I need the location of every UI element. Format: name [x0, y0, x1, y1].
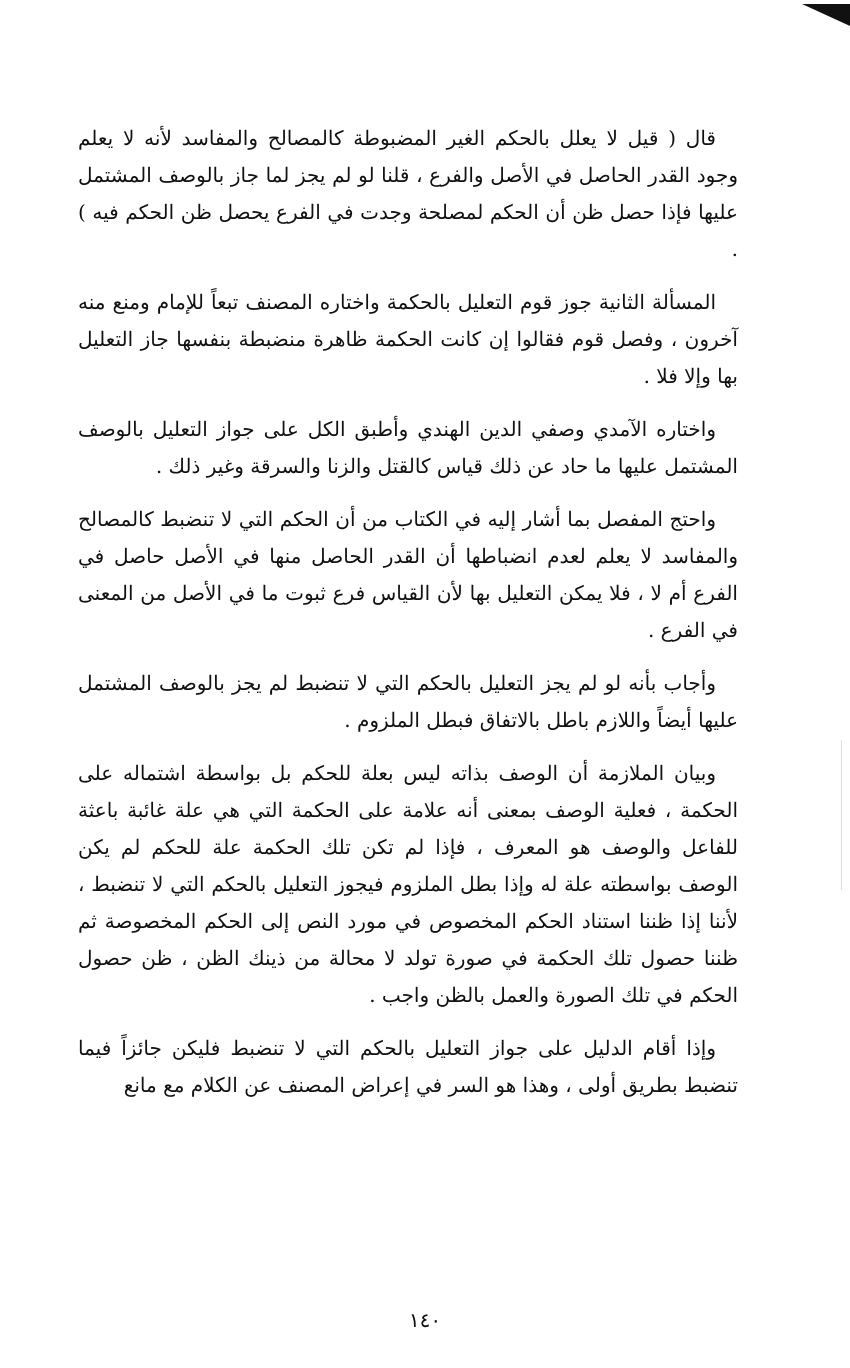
corner-mark	[798, 0, 850, 40]
paragraph-6: وبيان الملازمة أن الوصف بذاته ليس بعلة للحكم بل بواسطة اشتماله على الحكمة ، فعلية الوصف بمعنى أنه علامة على الحكمة التي هي علة غائبة باعثة للفاعل والوصف هو المعرف ، فإذا لم تكن تلك الحكمة علة للحكم لم يكن الوصف بواسطته علة له وإذا بطل الملزوم فيجوز التعليل بالحكم التي لا تنضبط ، لأننا إذا ظننا استناد الحكم المخصوص في مورد النص إلى الحكم المخصوصة ثم ظننا حصول تلك الحكمة في صورة تولد لا محالة من ذينك الظن ، ظن حصول الحكم في تلك الصورة والعمل بالظن واجب .	[78, 761, 738, 1007]
page-number: ١٤٠	[408, 1308, 442, 1332]
paragraph-3: واختاره الآمدي وصفي الدين الهندي وأطبق الكل على جواز التعليل بالوصف المشتمل عليها ما حاد عن ذلك قياس كالقتل والزنا والسرقة وغير ذلك .	[78, 417, 738, 478]
corner-triangle-icon	[802, 4, 850, 26]
paragraph-2: المسألة الثانية جوز قوم التعليل بالحكمة واختاره المصنف تبعاً للإمام ومنع منه آخرون ، وفصل قوم فقالوا إن كانت الحكمة ظاهرة منضبطة بنفسها جاز التعليل بها وإلا فلا .	[78, 290, 738, 388]
paragraph-7: وإذا أقام الدليل على جواز التعليل بالحكم التي لا تنضبط فليكن جائزاً فيما تنضبط بطريق أولى ، وهذا هو السر في إعراض المصنف عن الكلام مع مانع	[78, 1036, 738, 1097]
paragraph-1: قال ( قيل لا يعلل بالحكم الغير المضبوطة كالمصالح والمفاسد لأنه لا يعلم وجود القدر الحاصل في الأصل والفرع ، قلنا لو لم يجز لما جاز بالوصف المشتمل عليها فإذا حصل ظن أن الحكم لمصلحة وجدت في الفرع يحصل ظن الحكم فيه ) .	[78, 126, 738, 261]
paragraph-5: وأجاب بأنه لو لم يجز التعليل بالحكم التي لا تنضبط لم يجز بالوصف المشتمل عليها أيضاً واللازم باطل بالاتفاق فبطل الملزوم .	[78, 671, 738, 732]
scan-edge-line	[841, 740, 842, 890]
page-body	[78, 120, 738, 1120]
paragraph-4: واحتج المفصل بما أشار إليه في الكتاب من أن الحكم التي لا تنضبط كالمصالح والمفاسد لا يعلم لعدم انضباطها أن القدر الحاصل منها في الأصل حاصل في الفرع أم لا ، فلا يمكن التعليل بها لأن القياس فرع ثبوت ما في الأصل من المعنى في الفرع .	[78, 507, 738, 642]
